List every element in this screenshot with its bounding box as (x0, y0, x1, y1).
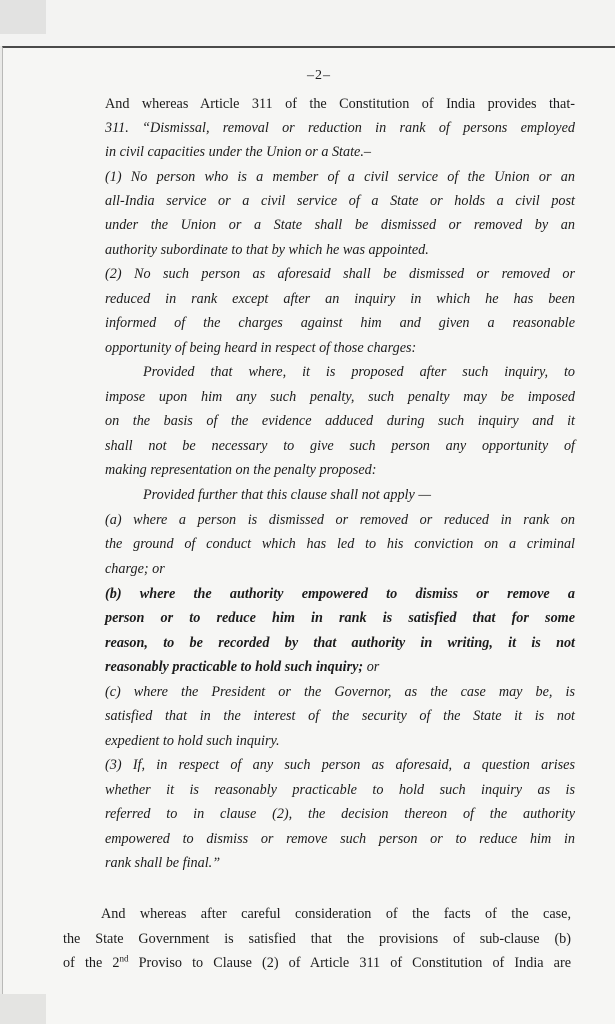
text-line: empowered to dismiss or remove such person or to reduce him in (105, 831, 575, 847)
text-line: Provided further that this clause shall not apply — (143, 487, 431, 503)
text-line: Provided that where, it is proposed after such inquiry, to (143, 364, 575, 380)
text-line: And whereas Article 311 of the Constitution of India provides that- (105, 96, 575, 112)
text-line: (3) If, in respect of any such person as aforesaid, a question arises (105, 757, 575, 773)
text-line: whether it is reasonably practicable to hold such inquiry as is (105, 782, 575, 798)
text-line: referred to in clause (2), the decision thereon of the authority (105, 806, 575, 822)
text-line: the ground of conduct which has led to his conviction on a criminal (105, 536, 575, 552)
text-line-mixed (63, 951, 571, 975)
text-line: rank shall be final.” (105, 855, 221, 871)
text-fragment: of the 2 (63, 955, 120, 971)
text-line: in civil capacities under the Union or a State.– (105, 144, 371, 160)
text-fragment: Proviso to Clause (2) of Article 311 of Constitution of India are (128, 955, 571, 971)
scan-shadow-corner (0, 994, 46, 1024)
scan-margin-top (0, 0, 615, 46)
text-line: (c) where the President or the Governor, as the case may be, is (105, 684, 575, 700)
text-line-mixed (105, 655, 575, 679)
text-line: charge; or (105, 561, 165, 577)
text-line: opportunity of being heard in respect of those charges: (105, 340, 417, 356)
text-line: reduced in rank except after an inquiry in which he has been (105, 291, 575, 307)
text-line: 311. “Dismissal, removal or reduction in rank of persons employed (105, 120, 575, 136)
text-line: on the basis of the evidence adduced during such inquiry and it (105, 413, 575, 429)
text-line: (a) where a person is dismissed or removed or reduced in rank on (105, 512, 575, 528)
text-line: under the Union or a State shall be dismissed or removed by an (105, 217, 575, 233)
text-line: shall not be necessary to give such person any opportunity of (105, 438, 575, 454)
page-number: –2– (307, 68, 331, 83)
text-line: impose upon him any such penalty, such penalty may be imposed (105, 389, 575, 405)
text-line: all-India service or a civil service of a State or holds a civil post (105, 193, 575, 209)
text-line: (2) No such person as aforesaid shall be dismissed or removed or (105, 266, 575, 282)
document-page (2, 46, 615, 1024)
text-line: expedient to hold such inquiry. (105, 733, 280, 749)
text-line: satisfied that in the interest of the security of the State it is not (105, 708, 575, 724)
text-line: (b) where the authority empowered to dismiss or remove a (105, 586, 575, 602)
text-line: person or to reduce him in rank is satisfied that for some (105, 610, 575, 626)
text-fragment: or (363, 659, 380, 675)
scan-shadow-corner (0, 0, 46, 34)
text-line: reason, to be recorded by that authority in writing, it is not (105, 635, 575, 651)
text-line: making representation on the penalty proposed: (105, 462, 377, 478)
text-line: And whereas after careful consideration of the facts of the case, (101, 906, 571, 922)
text-line: the State Government is satisfied that the provisions of sub-clause (b) (63, 931, 571, 947)
text-line: authority subordinate to that by which he was appointed. (105, 242, 429, 258)
superscript: nd (119, 953, 129, 964)
text-line: (1) No person who is a member of a civil service of the Union or an (105, 169, 575, 185)
text-line: informed of the charges against him and given a reasonable (105, 315, 575, 331)
bold-fragment: reasonably practicable to hold such inquiry; (105, 659, 364, 675)
